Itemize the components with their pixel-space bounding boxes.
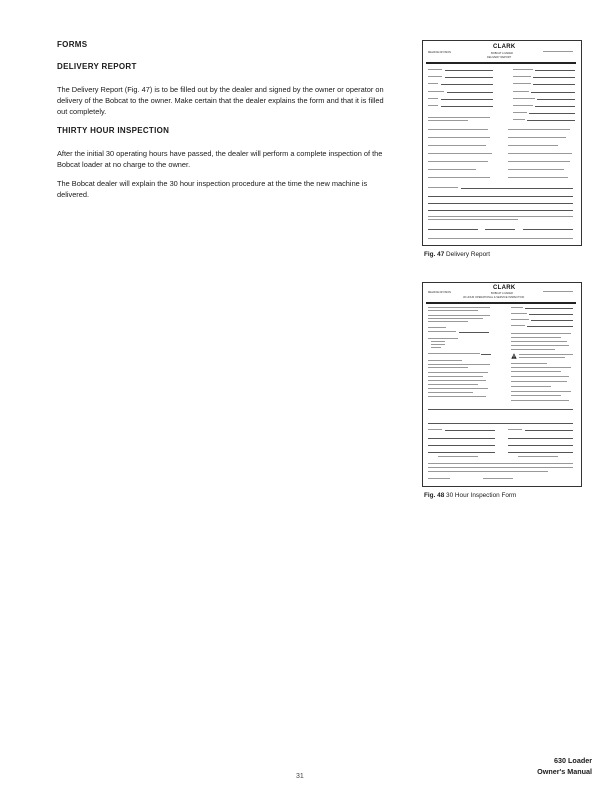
form-title-line1: BOBCAT LOADER [491,52,513,55]
thirty-hour-paragraph-1: After the initial 30 operating hours have passed, the dealer will perform a complete inspection of the Bobcat loader at no charge to the owner. [57,149,383,169]
footer-model: 630 Loader [554,756,592,765]
figure-48-caption [424,492,516,499]
clark-logo: CLARK [493,285,516,291]
form-division-label: MELROE DIVISION [428,291,452,294]
page-number: 31 [296,773,304,780]
figure-47-title: Delivery Report [446,251,491,258]
form-title-line2: 30 HOUR OPERATIONAL & SERVICE INSPECTION [463,296,525,299]
figure-48-title: 30 Hour Inspection Form [446,492,517,499]
delivery-report-form-image [422,40,582,246]
warning-triangle-icon [511,353,517,359]
form-title-line2: DELIVERY REPORT [487,56,512,59]
section-title-thirty-hour: THIRTY HOUR INSPECTION [57,126,170,135]
form-title-line1: BOBCAT LOADER [491,292,513,295]
figure-48-number: Fig. 48 [424,492,445,499]
figure-47-caption [424,251,490,258]
section-title-delivery-report: DELIVERY REPORT [57,62,137,71]
form-division-label: MELROE DIVISION [428,51,452,54]
clark-logo: CLARK [493,44,516,50]
footer-manual: Owner's Manual [537,767,592,776]
figure-47-number: Fig. 47 [424,251,445,258]
page-heading: FORMS [57,40,88,49]
delivery-report-paragraph: The Delivery Report (Fig. 47) is to be filled out by the dealer and signed by the owner or operator on delivery of the Bobcat to the owner. Make certain that the dealer explains the form and that it is filled out completely. [57,85,384,116]
inspection-form-image [422,282,582,487]
thirty-hour-paragraph-2: The Bobcat dealer will explain the 30 hour inspection procedure at the time the new machine is delivered. [57,179,368,199]
